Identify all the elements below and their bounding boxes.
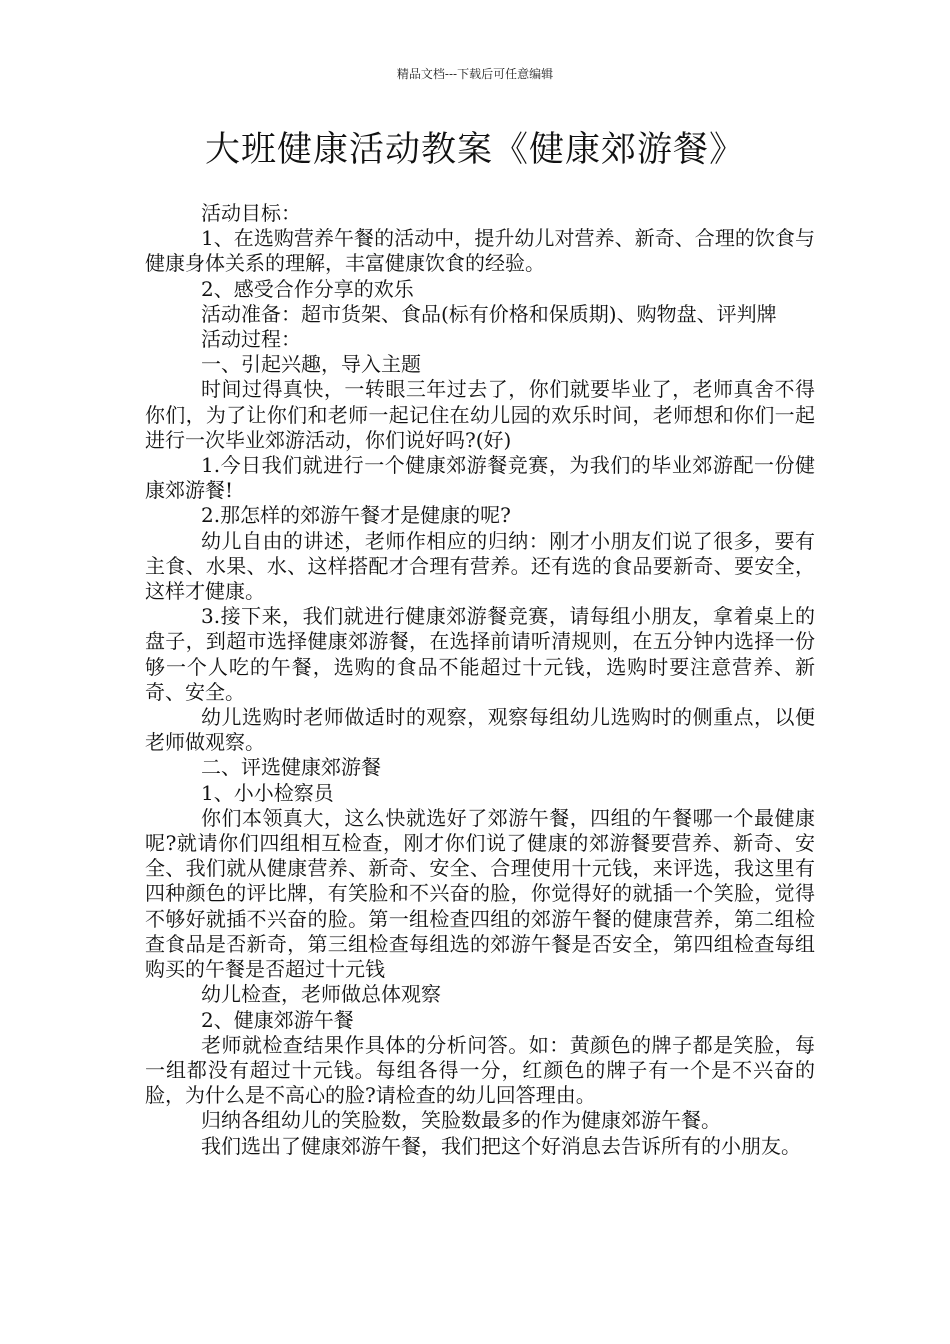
page-header: 精品文档---下载后可任意编辑 <box>396 67 554 81</box>
paragraph: 活动过程： <box>201 327 301 352</box>
section-heading: 二、评选健康郊游餐 <box>201 755 381 780</box>
paragraph: 3.接下来，我们就进行健康郊游餐竞赛，请每组小朋友，拿着桌上的盘子，到超市选择健康郊游餐，在选择前请听清规则，在五分钟内选择一份够一个人吃的午餐，选购的食品不能超过十元钱，选购时要注意营养、新奇、安全。 <box>145 604 815 704</box>
paragraph: 你们本领真大，这么快就选好了郊游午餐，四组的午餐哪一个最健康呢?就请你们四组相互检查，刚才你们说了健康的郊游餐要营养、新奇、安全、我们就从健康营养、新奇、安全、合理使用十元钱，来评选，我这里有四种颜色的评比牌，有笑脸和不兴奋的脸，你觉得好的就插一个笑脸，觉得不够好就插不兴奋的脸。第一组检查四组的郊游午餐的健康营养，第二组检查食品是否新奇，第三组检查每组选的郊游午餐是否安全，第四组检查每组购买的午餐是否超过十元钱 <box>145 805 815 982</box>
paragraph: 活动准备：超市货架、食品(标有价格和保质期)、购物盘、评判牌 <box>201 301 777 326</box>
paragraph: 我们选出了健康郊游午餐，我们把这个好消息去告诉所有的小朋友。 <box>201 1133 801 1158</box>
paragraph: 幼儿自由的讲述，老师作相应的归纳：刚才小朋友们说了很多，要有主食、水果、水、这样搭配才合理有营养。还有选的食品要新奇、要安全，这样才健康。 <box>145 528 815 604</box>
paragraph: 1.今日我们就进行一个健康郊游餐竞赛，为我们的毕业郊游配一份健康郊游餐! <box>145 453 815 503</box>
paragraph: 时间过得真快，一转眼三年过去了，你们就要毕业了，老师真舍不得你们，为了让你们和老师一起记住在幼儿园的欢乐时间，老师想和你们一起进行一次毕业郊游活动，你们说好吗?(好) <box>145 377 815 452</box>
section-heading: 一、引起兴趣，导入主题 <box>201 352 421 377</box>
subsection-heading: 1、小小检察员 <box>201 780 334 805</box>
paragraph: 幼儿选购时老师做适时的观察，观察每组幼儿选购时的侧重点，以便老师做观察。 <box>145 705 815 755</box>
paragraph: 1、在选购营养午餐的活动中，提升幼儿对营养、新奇、合理的饮食与健康身体关系的理解，丰富健康饮食的经验。 <box>145 226 815 276</box>
paragraph: 归纳各组幼儿的笑脸数，笑脸数最多的作为健康郊游午餐。 <box>201 1108 721 1133</box>
paragraph: 老师就检查结果作具体的分析问答。如：黄颜色的牌子都是笑脸，每一组都没有超过十元钱。每组各得一分，红颜色的牌子有一个是不兴奋的脸，为什么是不高心的脸?请检查的幼儿回答理由。 <box>145 1032 815 1108</box>
subsection-heading: 2、健康郊游午餐 <box>201 1007 354 1032</box>
paragraph: 2.那怎样的郊游午餐才是健康的呢? <box>201 503 511 528</box>
document-title: 大班健康活动教案《健康郊游餐》 <box>204 130 745 170</box>
document-body <box>145 201 815 1159</box>
paragraph: 幼儿检查，老师做总体观察 <box>201 982 441 1007</box>
paragraph: 2、感受合作分享的欢乐 <box>201 276 414 301</box>
paragraph: 活动目标： <box>201 201 301 225</box>
